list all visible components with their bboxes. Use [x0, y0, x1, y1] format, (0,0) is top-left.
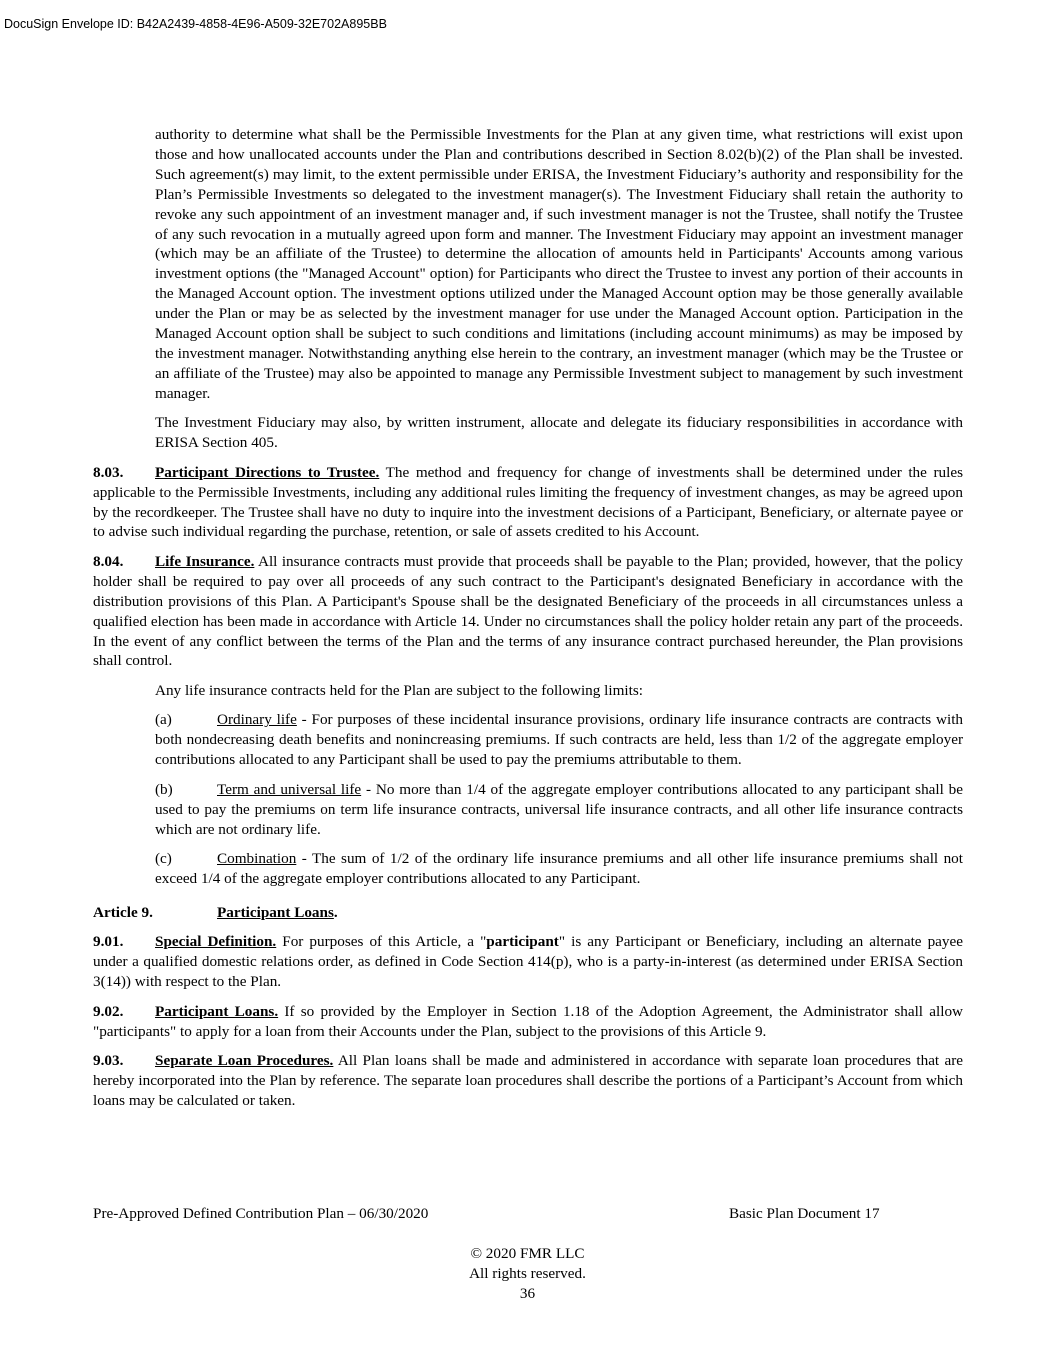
- copyright-notice: © 2020 FMR LLC: [470, 1245, 585, 1262]
- section-9-03: [93, 1051, 963, 1111]
- section-title: Participant Directions to Trustee.: [155, 463, 380, 481]
- section-title: Separate Loan Procedures.: [155, 1052, 334, 1070]
- section-9-01: [93, 932, 963, 992]
- article-label: Article 9.: [93, 903, 153, 921]
- page-number: 36: [519, 1285, 536, 1302]
- docusign-envelope-id: DocuSign Envelope ID: B42A2439-4858-4E96-A509-32E702A895BB: [4, 17, 387, 31]
- section-number: 9.02.: [93, 1002, 124, 1020]
- article-title: Participant Loans: [217, 903, 334, 921]
- copyright-block: [0, 1244, 1055, 1304]
- article-9-heading: [93, 903, 963, 923]
- paragraph-investment-authority: authority to determine what shall be the Permissible Investments for the Plan at any given time, what restrictions will exist upon those and how unallocated accounts under the Plan and contributions described in Section 8.02(b)(2) of the Plan shall be invested. Such agreement(s) may limit, to the extent permissible under ERISA, the Investment Fiduciary’s authority and responsibility for the Plan’s Permissible Investments so delegated to the investment manager(s). The Investment Fiduciary shall retain the authority to revoke any such appointment of an investment manager and, if such investment manager is not the Trustee, shall notify the Trustee of any such revocation in a mutually agreed upon form and manner. The Investment Fiduciary may appoint an investment manager (which may be an affiliate of the Trustee) to determine the allocation of amounts held in Participants' Accounts among various investment options (the "Managed Account" option) for Participants who direct the Trustee to invest any portion of their accounts in the Managed Account option. The investment options utilized under the Managed Account option may be those generally available under the Plan or may be as selected by the investment manager for use under the Managed Account option. Participation in the Managed Account option shall be subject to such conditions and limitations (including account minimums) as may be imposed by the investment manager. Notwithstanding anything else herein to the contrary, an investment manager (which may be the Trustee or an affiliate of the Trustee) may also be appointed to manage any Permissible Investment subject to management by such investment manager.: [155, 126, 963, 402]
- section-number: 8.04.: [93, 552, 124, 570]
- limits-intro: Any life insurance contracts held for the Plan are subject to the following limits:: [155, 681, 643, 699]
- item-text: - The sum of 1/2 of the ordinary life insurance premiums and all other life insurance premiums shall not exceed 1/4 of the aggregate employer contributions allocated to any Participant.: [155, 850, 963, 887]
- section-text-before: For purposes of this Article, a ": [276, 933, 487, 951]
- item-label: (b): [155, 780, 173, 798]
- section-text: The method and frequency for change of investments shall be determined under the rules applicable to the Permissible Investments, including any additional rules limiting the frequency of investment changes, as may be agreed upon by the recordkeeper. The Trustee shall have no duty to inquire into the investment decisions of a Participant, Beneficiary, or alternate payee or to advise such individual regarding the purchase, retention, or sale of assets credited to his Account.: [93, 463, 963, 541]
- rights-reserved: All rights reserved.: [469, 1265, 586, 1282]
- section-text-after: " is any Participant or Beneficiary, including an alternate payee under a qualified domestic relations order, as defined in Code Section 414(p), who is a party-in-interest (as determined under ERISA Section 3(14)) with respect to the Plan.: [93, 933, 963, 991]
- section-number: 9.01.: [93, 933, 124, 951]
- section-number: 9.03.: [93, 1052, 124, 1070]
- section-9-02: [93, 1002, 963, 1042]
- section-8-04: [93, 552, 963, 671]
- item-term: Term and universal life: [217, 780, 362, 798]
- list-item-b: [93, 780, 963, 840]
- section-text: All insurance contracts must provide that proceeds shall be payable to the Plan; provided, however, that the policy holder shall be required to pay over all proceeds of any such contract to the Participant's designated Beneficiary in accordance with the distribution provisions of this Plan. A Participant's Spouse shall be the designated Beneficiary of the proceeds in all circumstances unless a qualified election has been made in accordance with Article 14. Under no circumstances shall the policy holder retain any part of the proceeds. In the event of any conflict between the terms of the Plan and the terms of any insurance contract purchased hereunder, the Plan provisions shall control.: [93, 552, 964, 670]
- section-8-03: [93, 463, 963, 543]
- section-title: Life Insurance.: [155, 552, 255, 570]
- footer-document-label: Basic Plan Document 17: [729, 1205, 880, 1222]
- section-text: If so provided by the Employer in Section 1.18 of the Adoption Agreement, the Administrator shall allow "participants" to apply for a loan from their Accounts under the Plan, subject to the provisions of this Article 9.: [93, 1002, 964, 1040]
- section-title: Participant Loans.: [155, 1002, 279, 1020]
- list-item-a: [93, 710, 963, 770]
- paragraph-fiduciary-delegation: The Investment Fiduciary may also, by written instrument, allocate and delegate its fiduciary responsibilities in accordance with ERISA Section 405.: [155, 414, 963, 452]
- item-text: - No more than 1/4 of the aggregate employer contributions allocated to any participant shall be used to pay the premiums on term life insurance contracts, universal life insurance contracts, and all other life insurance contracts which are not ordinary life.: [155, 780, 964, 838]
- item-term: Combination: [217, 850, 297, 868]
- item-label: (a): [155, 711, 172, 729]
- section-text: All Plan loans shall be made and administered in accordance with separate loan procedures that are hereby incorporated into the Plan by reference. The separate loan procedures shall describe the portions of a Participant’s Account from which loans may be calculated or taken.: [93, 1052, 963, 1109]
- item-label: (c): [155, 850, 172, 868]
- article-period: .: [333, 903, 338, 921]
- list-item-c: [93, 849, 963, 889]
- footer-plan-name: Pre-Approved Defined Contribution Plan – 06/30/2020: [93, 1205, 429, 1222]
- item-text: - For purposes of these incidental insurance provisions, ordinary life insurance contracts are contracts with both nondecreasing death benefits and nonincreasing premiums. If such contracts are held, less than 1/2 of the aggregate employer contributions allocated to any Participant shall be used to pay the premiums attributable to them.: [155, 711, 964, 769]
- item-term: Ordinary life: [217, 711, 297, 729]
- defined-term: participant: [486, 933, 559, 951]
- section-number: 8.03.: [93, 463, 124, 481]
- document-body: [93, 125, 963, 1120]
- section-title: Special Definition.: [155, 933, 277, 951]
